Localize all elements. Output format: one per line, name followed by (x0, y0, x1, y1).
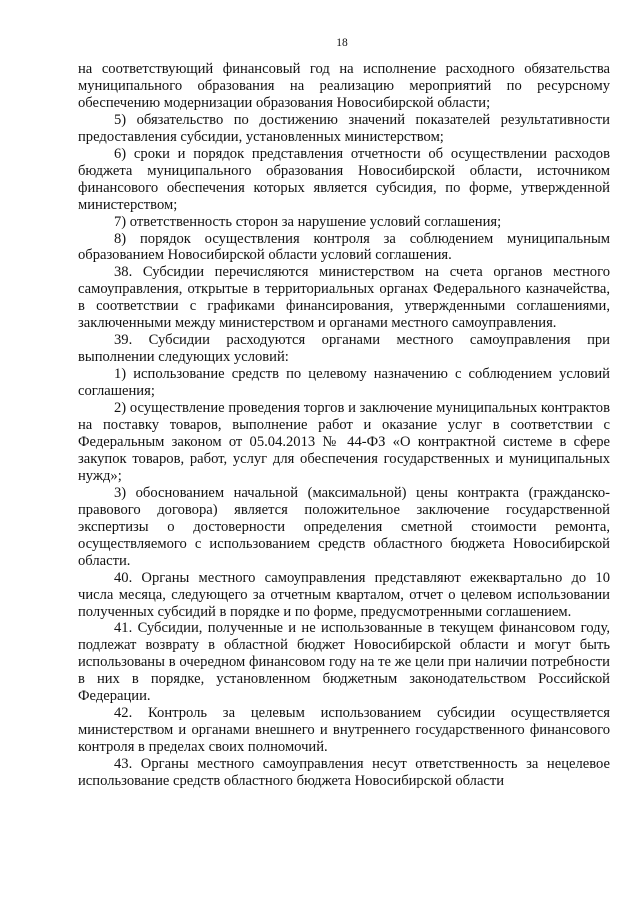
paragraph-41: 41. Субсидии, полученные и не использованные в текущем финансовом году, подлежат возврату в областной бюджет Новосибирской области и могут быть использованы в очередном финансовом году на те же цели при наличии потребности в них в порядке, установленном бюджетным законодательством Российской Федерации. (78, 620, 610, 705)
page-number: 18 (336, 37, 348, 49)
paragraph-40: 40. Органы местного самоуправления представляют ежеквартально до 10 числа месяца, следующего за отчетным кварталом, отчет о целевом использовании полученных субсидий в порядке и по форме, предусмотренными соглашением. (78, 569, 610, 620)
paragraph-item-7: 7) ответственность сторон за нарушение условий соглашения; (114, 213, 502, 230)
paragraph-continuation: на соответствующий финансовый год на исполнение расходного обязательства муниципального образования на реализацию мероприятий по ресурсному обеспечению модернизации образования Новосибирской области; (78, 61, 610, 111)
document-body (78, 61, 610, 790)
paragraph-43: 43. Органы местного самоуправления несут ответственность за нецелевое использование средств областного бюджета Новосибирской области (78, 756, 610, 790)
paragraph-item-8: 8) порядок осуществления контроля за соблюдением муниципальным образованием Новосибирской области условий соглашения. (78, 230, 610, 264)
paragraph-39: 39. Субсидии расходуются органами местного самоуправления при выполнении следующих условий: (78, 332, 610, 366)
paragraph-item-6: 6) сроки и порядок представления отчетности об осуществлении расходов бюджета муниципального образования Новосибирской области, источником финансового обеспечения которых является субсидия, по форме, утвержденной министерством; (78, 145, 610, 213)
paragraph-39-item-1: 1) использование средств по целевому назначению с соблюдением условий соглашения; (78, 366, 610, 400)
paragraph-39-item-2: 2) осуществление проведения торгов и заключение муниципальных контрактов на поставку товаров, выполнение работ и оказание услуг в соответствии с Федеральным законом от 05.04.2013 № 44-ФЗ «О контрактной системе в сфере закупок товаров, работ, услуг для обеспечения государственных и муниципальных нужд»; (78, 400, 610, 484)
paragraph-42: 42. Контроль за целевым использованием субсидии осуществляется министерством и органами внешнего и внутреннего государственного финансового контроля в пределах своих полномочий. (78, 705, 610, 756)
paragraph-38: 38. Субсидии перечисляются министерством на счета органов местного самоуправления, открытые в территориальных органах Федерального казначейства, в соответствии с графиками финансирования, утвержденными соглашениями, заключенными между министерством и органами местного самоуправления. (78, 264, 610, 332)
paragraph-39-item-3: 3) обоснованием начальной (максимальной) цены контракта (гражданско-правового договора) является положительное заключение государственной экспертизы о достоверности определения сметной стоимости ремонта, осуществляемого с использованием средств областного бюджета Новосибирской области. (78, 484, 610, 569)
paragraph-item-5: 5) обязательство по достижению значений показателей результативности предоставления субсидии, установленных министерством; (78, 111, 610, 145)
